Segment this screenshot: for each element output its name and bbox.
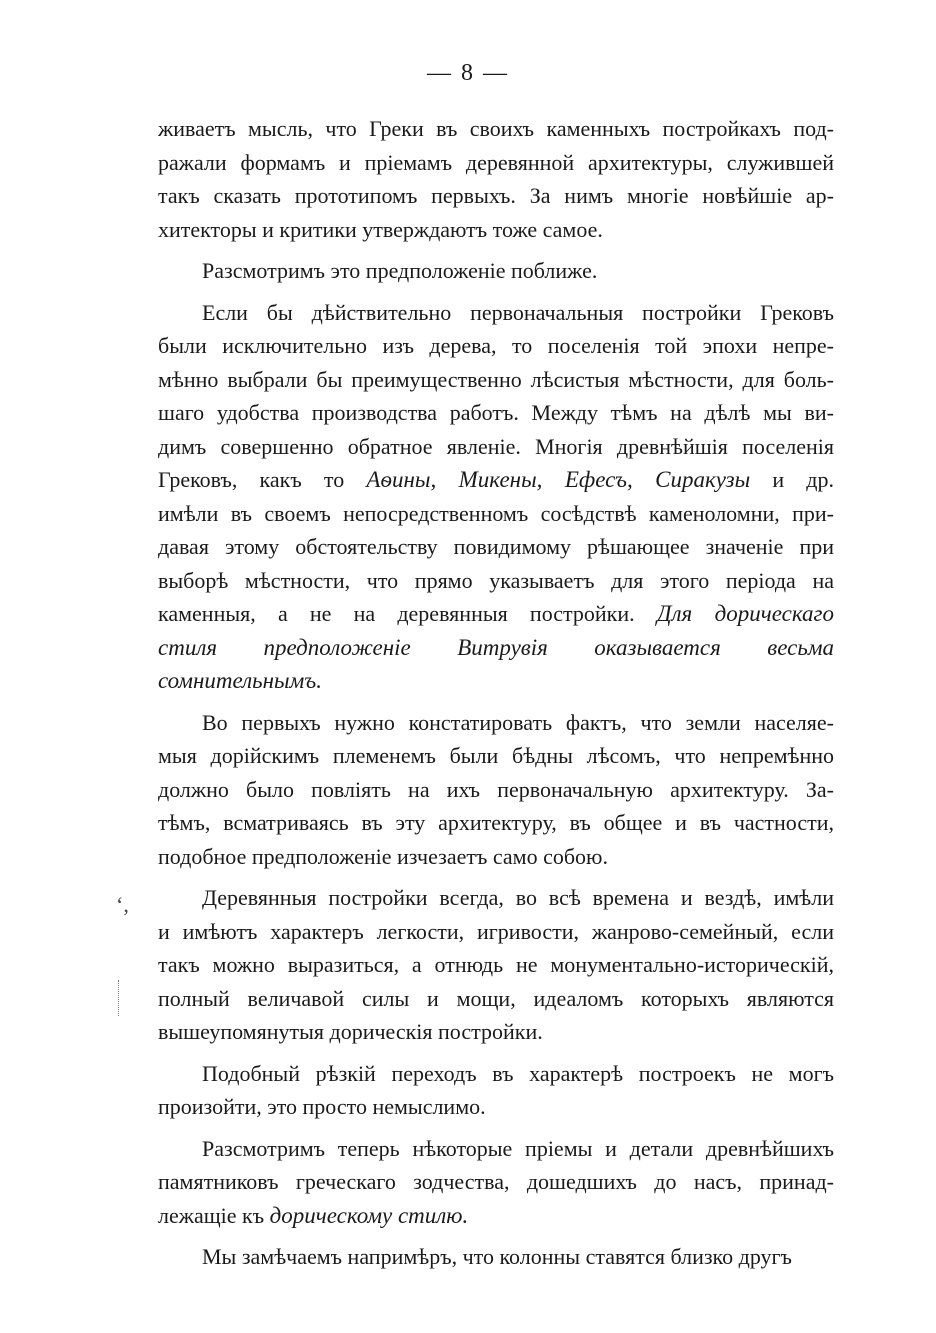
text-segment: Во первыхъ нужно констатировать фактъ, что земли населяе- <box>202 709 834 735</box>
text-segment: димъ совершенно обратное явленіе. Многія древнѣйшія поселенія <box>158 433 834 459</box>
text-segment: Если бы дѣйствительно первоначальныя постройки Грековъ <box>202 299 834 325</box>
text-line <box>158 254 834 288</box>
text-line <box>158 363 834 397</box>
italic-text: Аѳины, Микены, Ефесъ, Сиракузы <box>366 467 751 492</box>
text-segment: живаетъ мысль, что Греки въ своихъ каменныхъ постройкахъ под- <box>158 116 834 141</box>
text-line <box>158 1132 834 1166</box>
text-segment: Деревянныя постройки всегда, во всѣ времена и вездѣ, имѣли <box>202 885 834 910</box>
text-segment: каменныя, а не на деревянныя постройки. <box>158 601 657 626</box>
text-line <box>158 497 834 531</box>
text-line <box>158 982 834 1016</box>
text-segment: такъ сказать прототипомъ первыхъ. За нимъ многіе новѣйшіе ар- <box>158 183 834 208</box>
paragraph <box>158 296 834 698</box>
text-line <box>158 1015 834 1049</box>
text-segment: хитекторы и критики утверждаютъ тоже самое. <box>158 216 603 242</box>
text-line <box>158 915 834 949</box>
text-line <box>158 1165 834 1199</box>
text-line <box>158 146 834 180</box>
paragraph <box>158 706 834 874</box>
text-line <box>158 396 834 430</box>
margin-dots <box>118 980 123 1016</box>
paragraph <box>158 1240 834 1274</box>
text-segment: Разсмотримъ теперь нѣкоторые пріемы и детали древнѣйшихъ <box>202 1135 834 1161</box>
text-segment: и имѣютъ характеръ легкости, игривости, жанрово-семейный, если <box>158 918 834 944</box>
text-line <box>158 329 834 363</box>
text-line <box>158 1199 834 1233</box>
text-line <box>158 530 834 564</box>
text-line <box>158 1240 834 1274</box>
paragraph-gap <box>158 246 834 254</box>
text-line <box>158 706 834 740</box>
text-line <box>158 664 834 698</box>
paragraph-gap <box>158 873 834 881</box>
text-line <box>158 881 834 915</box>
text-segment: имѣли въ своемъ непосредственномъ сосѣдствѣ каменоломни, при- <box>158 500 834 526</box>
text-line <box>158 296 834 330</box>
text-line <box>158 739 834 773</box>
text-segment: такъ можно выразиться, а отнюдь не монументально-историческій, <box>158 952 834 977</box>
text-line <box>158 1090 834 1124</box>
text-line <box>158 1057 834 1091</box>
text-segment: Разсмотримъ это предположеніе поближе. <box>202 258 598 283</box>
text-line <box>158 948 834 982</box>
text-segment: и др. <box>750 467 834 492</box>
paragraph-gap <box>158 1049 834 1057</box>
body-text <box>158 112 834 1274</box>
text-segment: мѣнно выбрали бы преимущественно лѣсистыя мѣстности, для боль- <box>158 366 834 392</box>
text-line <box>158 112 834 146</box>
paragraph <box>158 254 834 288</box>
text-segment: произойти, это просто немыслимо. <box>158 1094 486 1119</box>
text-line <box>158 179 834 213</box>
italic-text: стиля предположеніе Витрувія оказывается весьма <box>158 634 834 660</box>
text-line <box>158 631 834 665</box>
text-segment: полный величавой силы и мощи, идеаломъ которыхъ являются <box>158 985 834 1011</box>
text-segment: Грековъ, какъ то <box>158 467 367 492</box>
paragraph-gap <box>158 1232 834 1240</box>
italic-text: сомнительнымъ. <box>158 668 322 693</box>
paragraph <box>158 1057 834 1124</box>
text-line <box>158 564 834 598</box>
text-line <box>158 463 834 497</box>
text-line <box>158 840 834 874</box>
text-segment: мыя дорійскимъ племенемъ были бѣдны лѣсомъ, что непремѣнно <box>158 743 834 768</box>
text-segment: давая этому обстоятельству повидимому рѣшающее значеніе при <box>158 534 834 559</box>
margin-annotation: ʻ, <box>116 892 129 917</box>
text-segment: лежащіе къ <box>158 1202 270 1228</box>
page-number: — 8 — <box>427 60 509 86</box>
text-line <box>158 773 834 807</box>
paragraph-gap <box>158 698 834 706</box>
text-segment: подобное предположеніе изчезаетъ само собою. <box>158 843 608 869</box>
text-segment: были исключительно изъ дерева, то поселенія той эпохи непре- <box>158 333 834 358</box>
text-segment: Подобный рѣзкій переходъ въ характерѣ построекъ не могъ <box>202 1060 834 1086</box>
text-segment: выборѣ мѣстности, что прямо указываетъ для этого періода на <box>158 567 834 593</box>
paragraph-gap <box>158 288 834 296</box>
text-line <box>158 213 834 247</box>
text-line <box>158 430 834 464</box>
italic-text: дорическому стилю. <box>269 1202 469 1228</box>
text-line <box>158 806 834 840</box>
paragraph-gap <box>158 1124 834 1132</box>
text-segment: Мы замѣчаемъ напримѣръ, что колонны ставятся близко другъ <box>202 1244 792 1269</box>
text-line <box>158 597 834 631</box>
paragraph <box>158 1132 834 1233</box>
italic-text: Для дорическаго <box>656 601 835 626</box>
paragraph <box>158 112 834 246</box>
text-segment: тѣмъ, всматриваясь въ эту архитектуру, въ общее и въ частности, <box>158 810 834 835</box>
text-segment: шаго удобства производства работъ. Между тѣмъ на дѣлѣ мы ви- <box>158 400 834 425</box>
paragraph <box>158 881 834 1049</box>
text-segment: памятниковъ греческаго зодчества, дошедшихъ до насъ, принад- <box>158 1169 834 1194</box>
text-segment: вышеупомянутыя дорическія постройки. <box>158 1019 543 1044</box>
text-segment: должно было повліять на ихъ первоначальную архитектуру. За- <box>158 776 834 802</box>
text-segment: ражали формамъ и пріемамъ деревянной архитектуры, служившей <box>158 149 834 175</box>
